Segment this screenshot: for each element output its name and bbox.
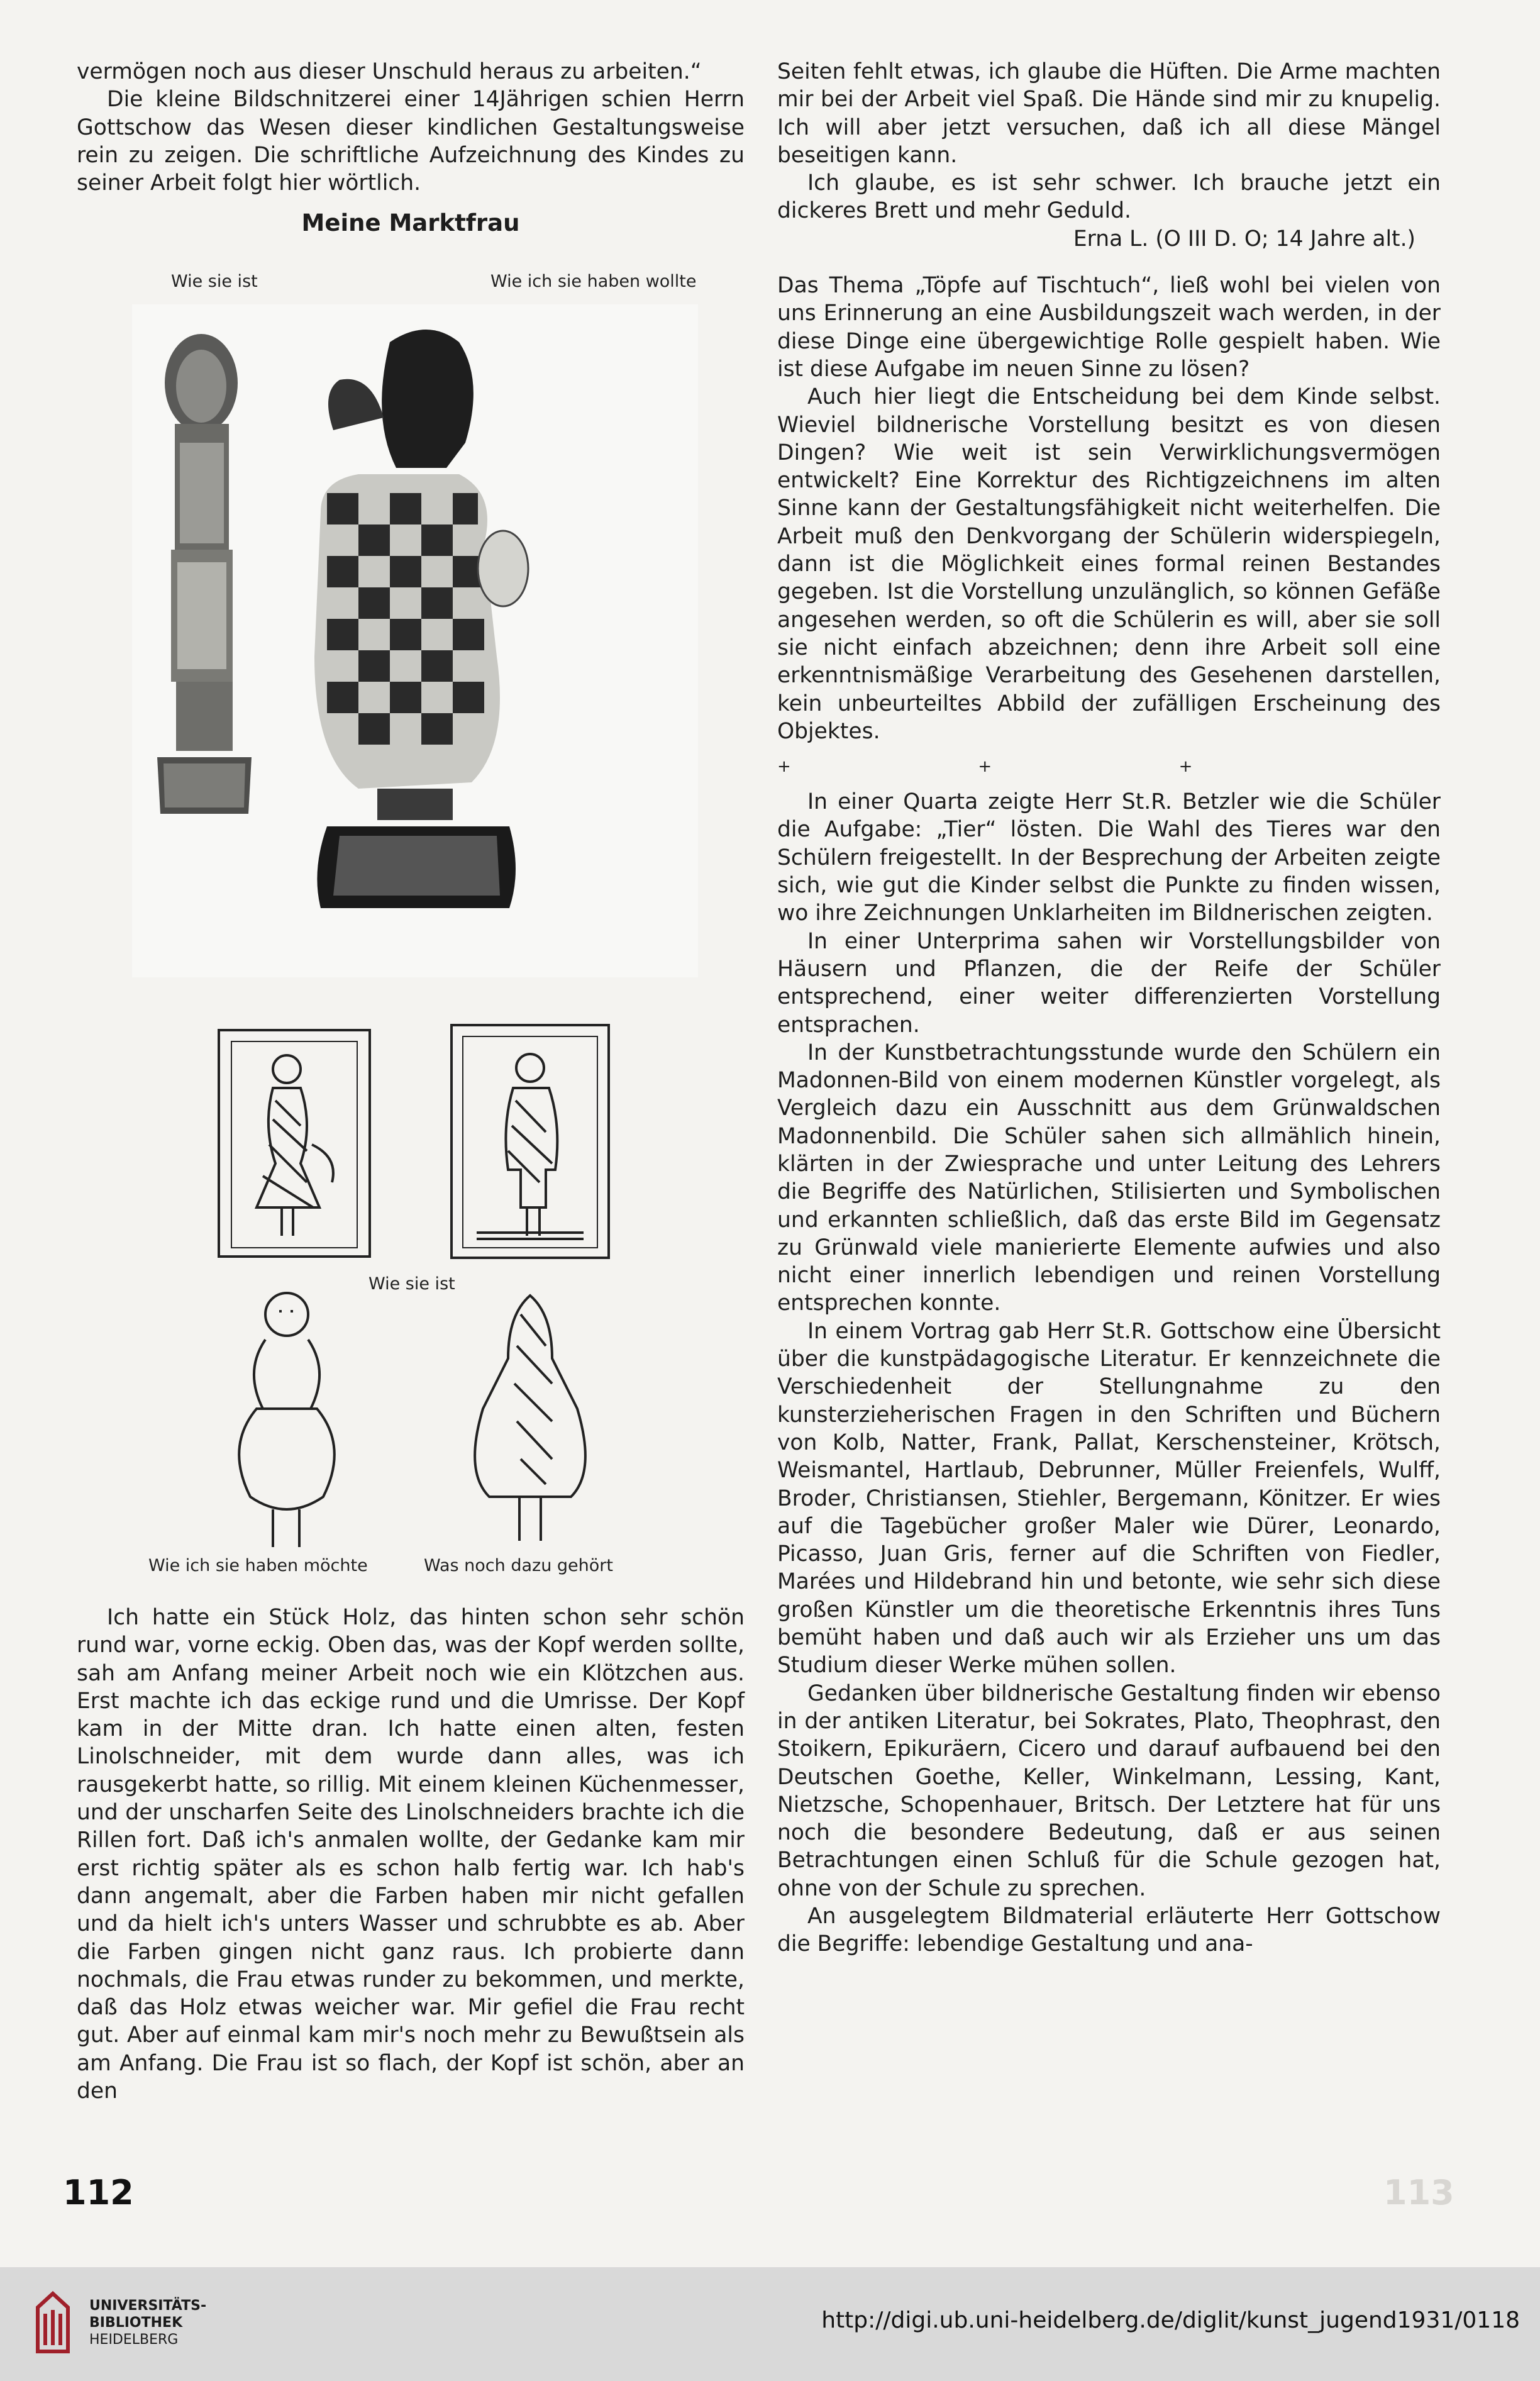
paragraph: In einer Quarta zeigte Herr St.R. Betzler wie die Schüler die Aufgabe: „Tier“ lösten. Die Wahl des Tieres war den Schülern freigestellt. In der Besprechung der Arbeiten zeigte sich, wie gut die Kinder selbst die Punkte zu finden wissen, wo ihre Zeichnungen Unklarheiten im Bildnerischen zeigten. xyxy=(777,789,1441,926)
library-name-line: HEIDELBERG xyxy=(89,2332,179,2348)
sketch-caption-top: Wie sie ist xyxy=(368,1274,455,1294)
permalink-url[interactable]: http://digi.ub.uni-heidelberg.de/diglit/kunst_jugend1931/0118 xyxy=(821,2307,1520,2333)
paragraph: Ich hatte ein Stück Holz, das hinten schon sehr schön rund war, vorne eckig. Oben das, was der Kopf werden sollte, sah am Anfang meiner Arbeit noch wie ein Klötzchen aus. Erst machte ich das eckige rund und die Umrisse. Der Kopf kam in der Mitte dran. Ich hatte einen alten, festen Linolschneider, mit dem wurde dann alles, was ich rausgekerbt hatte, so rillig. Mit einem kleinen Küchenmesser, und der unscharfen Seite des Linolschneiders brachte ich die Rillen fort. Daß ich's anmalen wollte, der Gedanke kam mir erst richtig später als es schon halb fertig war. Ich hab's dann angemalt, aber die Farben haben mir nicht gefallen und da hielt ich's unters Wasser und schrubbte es ab. Aber die Farben gingen nicht ganz raus. Ich probierte dann nochmals, die Frau etwas runder zu bekommen, und merkte, daß das Holz etwas weicher war. Mir gefiel die Frau recht gut. Aber auf einmal kam mir's noch mehr zu Bewußtsein als am Anfang. Die Frau ist so flach, der Kopf ist schön, aber an den xyxy=(77,1605,745,2104)
paragraph: Gedanken über bildnerische Gestaltung finden wir ebenso in der antiken Literatur, bei Sokrates, Plato, Theophrast, den Stoikern, Epikuräern, Cicero und darauf aufbauend bei den Deutschen Goethe, Keller, Winkelmann, Lessing, Kant, Nietzsche, Schopenhauer, Britsch. Der Letztere hat für uns noch die besondere Bedeutung, daß er aus seinen Betrachtungen einen Schluß für die Schule gezogen hat, ohne von der Schule zu sprechen. xyxy=(777,1680,1441,1901)
section-divider: + + + xyxy=(777,757,1193,777)
paragraph: Auch hier liegt die Entscheidung bei dem Kinde selbst. Wieviel bildnerische Vorstellung besitzt es von diesen Dingen? Wie weit ist sein Verwirklichungsvermögen entwickelt? Eine Korrektur des Richtigzeichnens im alten Sinne kann der Gestaltungsfähigkeit nicht weiterhelfen. Die Arbeit muß den Denkvorgang der Schülerin widerspiegeln, dann ist die Möglichkeit eines formal reinen Bestandes gegeben. Ist die Vorstellung unzulänglich, so können Gefäße angesehen werden, so oft die Schülerin es will, aber sie soll sie nicht einfach abzeichnen; denn ihre Arbeit soll eine erkenntnismäßige Verarbeitung des Gesehenen darstellen, kein unbeurteiltes Abbild der zufälligen Erscheinung des Objektes. xyxy=(777,384,1441,744)
paragraph: In einem Vortrag gab Herr St.R. Gottschow eine Übersicht über die kunstpädagogische Literatur. Er kennzeichnete die Verschiedenheit der Stellungnahme zu den kunsterzieherischen Fragen in den Schriften und Büchern von Kolb, Natter, Frank, Pallat, Kerschensteiner, Krötsch, Weismantel, Hartlaub, Debrunner, Müller Freienfels, Wulff, Broder, Christiansen, Stiehler, Bergemann, Könitzer. Er wies auf die Tagebücher großer Maler wie Dürer, Leonardo, Picasso, Juan Gris, ferner auf die Schriften von Fiedler, Marées und Hildebrand hin und betonte, wie sehr sich diese großen Künstler um die theoretische Erkenntnis ihres Tuns bemüht haben und daß auch wir als Erzieher uns um das Studium dieser Werke mühen sollen. xyxy=(777,1318,1441,1679)
library-name xyxy=(89,2297,206,2348)
signature: Erna L. (O III D. O; 14 Jahre alt.) xyxy=(1073,226,1415,252)
page-number: 112 xyxy=(63,2173,134,2212)
photo-caption-right: Wie ich sie haben wollte xyxy=(490,272,697,291)
paragraph: In einer Unterprima sahen wir Vorstellungsbilder von Häusern und Pflanzen, die der Reife der Schüler entsprechend, einer weiter differenzierten Vorstellung entsprachen. xyxy=(777,928,1441,1038)
footer-bar xyxy=(0,2267,1540,2381)
section-heading: Meine Marktfrau xyxy=(301,209,520,237)
carving-photo xyxy=(132,304,698,977)
sketch-caption-bottom-left: Wie ich sie haben möchte xyxy=(148,1556,368,1575)
paragraph: In der Kunstbetrachtungsstunde wurde den Schülern ein Madonnen-Bild von einem modernen Künstler vorgelegt, als Vergleich dazu ein Ausschnitt aus dem Grünwaldschen Madonnenbild. Die Schüler sahen sich allmählich hinein, klärten in der Zwiesprache und unter Leitung des Lehrers die Begriffe des Natürlichen, Stilisierten und Symbolischen und erkannten schließlich, daß das erste Bild im Gegensatz zu Grünwald viele manierierte Elemente aufwies und also nicht einer innerlich lebendigen und reinen Vorstellung entsprechen konnte. xyxy=(777,1040,1441,1316)
paragraph: Ich glaube, es ist sehr schwer. Ich brauche jetzt ein dickeres Brett und mehr Geduld. xyxy=(777,170,1441,224)
paragraph: Seiten fehlt etwas, ich glaube die Hüften. Die Arme machten mir bei der Arbeit viel Spaß. Die Hände sind mir zu knupelig. Ich will aber jetzt versuchen, daß ich all diese Mängel beseitigen kann. xyxy=(777,59,1441,168)
right-column xyxy=(777,58,1441,1958)
left-column-story xyxy=(77,1604,745,2105)
paragraph: Die kleine Bildschnitzerei einer 14Jährigen schien Herrn Gottschow das Wesen dieser kindlichen Gestaltungsweise rein zu zeigen. Die schriftliche Aufzeichnung des Kindes zu seiner Arbeit folgt hier wörtlich. xyxy=(77,87,745,196)
library-name-line: UNIVERSITÄTS- xyxy=(89,2298,207,2314)
paragraph: vermögen noch aus dieser Unschuld heraus zu arbeiten.“ xyxy=(77,59,702,84)
bleed-through-page-number: 113 xyxy=(1383,2173,1454,2212)
sketch-caption-bottom-right: Was noch dazu gehört xyxy=(424,1556,613,1575)
library-name-line: BIBLIOTHEK xyxy=(89,2315,183,2331)
library-logo-icon xyxy=(33,2289,73,2358)
left-column-top xyxy=(77,58,745,243)
paragraph: Das Thema „Töpfe auf Tischtuch“, ließ wohl bei vielen von uns Erinnerung an eine Ausbildungszeit wach werden, in der diese Dinge eine übergewichtige Rolle gespielt haben. Wie ist diese Aufgabe im neuen Sinne zu lösen? xyxy=(777,273,1441,382)
paragraph: An ausgelegtem Bildmaterial erläuterte Herr Gottschow die Begriffe: lebendige Gestaltung und ana- xyxy=(777,1904,1441,1957)
photo-caption-left: Wie sie ist xyxy=(171,272,258,291)
carving-photo-drawing xyxy=(132,304,698,977)
